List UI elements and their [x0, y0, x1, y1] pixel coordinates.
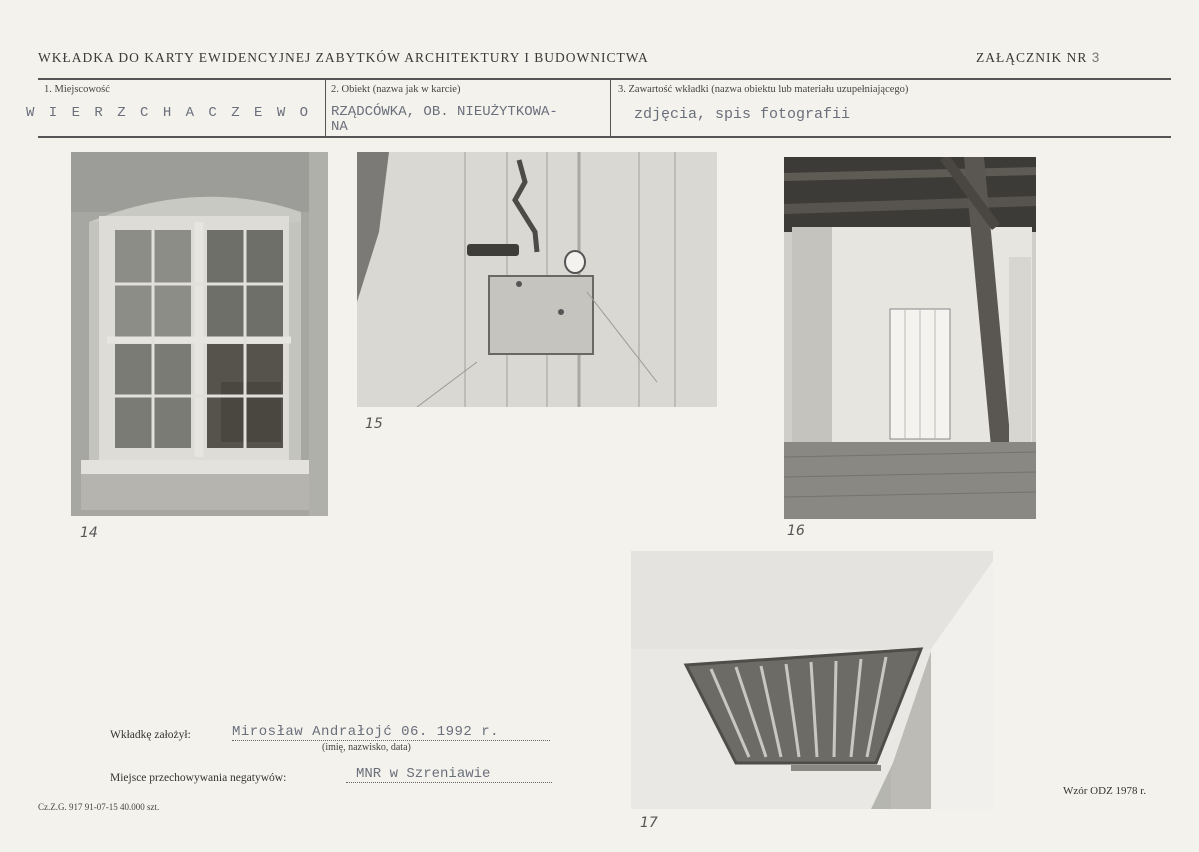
wall-box-photo-image [357, 152, 717, 407]
photo-16-attic-room [784, 157, 1036, 519]
author-label: Wkładkę założył: [110, 729, 191, 741]
locality-value: W I E R Z C H A C Z E W O [26, 105, 312, 121]
storage-label: Miejsce przechowywania negatywów: [110, 772, 287, 784]
photo-15-wall-box [357, 152, 717, 407]
column-divider-2 [610, 80, 611, 136]
header-top-rule [38, 78, 1171, 80]
annex-number: 3 [1091, 50, 1101, 65]
photo-15-number: 15 [365, 416, 383, 432]
contents-label: 3. Zawartość wkładki (nazwa obiektu lub materiału uzupełniającego) [618, 84, 909, 95]
photo-17-number: 17 [640, 815, 658, 831]
photo-14-number: 14 [80, 525, 98, 541]
form-code: Wzór ODZ 1978 r. [1063, 785, 1147, 797]
header-bottom-rule [38, 136, 1171, 138]
author-hint: (imię, nazwisko, data) [322, 742, 411, 753]
photo-17-ceiling-hatch [631, 551, 993, 809]
storage-value: MNR w Szreniawie [346, 766, 552, 783]
ceiling-hatch-photo-image [631, 551, 993, 809]
object-value-line2: NA [331, 119, 348, 135]
print-info: Cz.Z.G. 917 91-07-15 40.000 szt. [38, 802, 160, 812]
object-value-line1: RZĄDCÓWKA, OB. NIEUŻYTKOWA- [331, 104, 558, 120]
annex-label [976, 50, 1100, 66]
window-photo-image [71, 152, 328, 516]
author-value: Mirosław Andrałojć 06. 1992 r. [232, 724, 550, 741]
column-divider-1 [325, 80, 326, 136]
object-label: 2. Obiekt (nazwa jak w karcie) [331, 84, 461, 95]
attic-room-photo-image [784, 157, 1036, 519]
contents-value: zdjęcia, spis fotografii [634, 106, 851, 123]
form-title: WKŁADKA DO KARTY EWIDENCYJNEJ ZABYTKÓW ARCHITEKTURY I BUDOWNICTWA [38, 50, 649, 65]
photo-14-window [71, 152, 328, 516]
locality-label: 1. Miejscowość [44, 84, 110, 95]
annex-label-text: ZAŁĄCZNIK NR [976, 50, 1088, 65]
photo-16-number: 16 [787, 523, 805, 539]
